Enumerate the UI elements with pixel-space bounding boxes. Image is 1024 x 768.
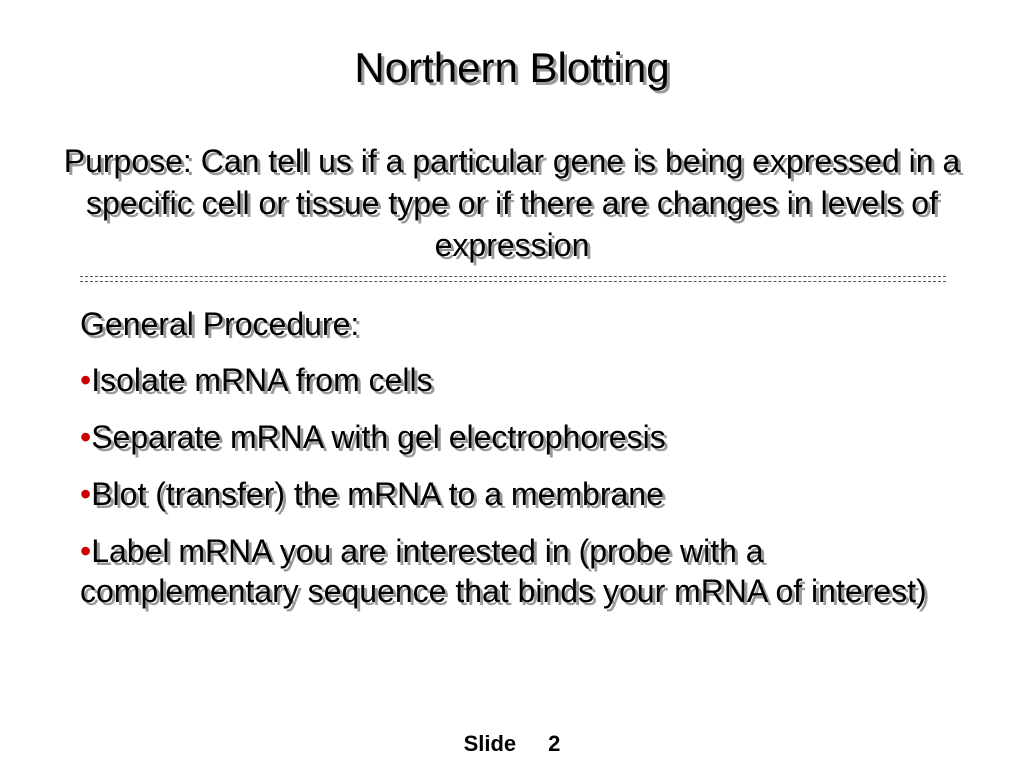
dashed-divider [80,276,946,277]
procedure-heading: General Procedure: [80,306,360,342]
bullet-icon: • [80,533,92,569]
slide-title: Northern Blotting [354,44,670,91]
bullet-icon: • [80,476,92,512]
procedure-step-text: Blot (transfer) the mRNA to a membrane [91,476,664,512]
procedure-step-text: Separate mRNA with gel electrophoresis [91,419,666,455]
procedure-step [80,474,960,514]
bullet-icon: • [80,419,92,455]
procedure-step [80,417,960,457]
dashed-divider-secondary [80,281,946,282]
procedure-section [80,304,960,628]
procedure-step [80,531,960,611]
procedure-step-text: Label mRNA you are interested in (probe with a complementary sequence that binds your mRNA of interest) [80,533,927,609]
slide-number: 2 [548,731,561,756]
purpose-text: Purpose: Can tell us if a particular gene is being expressed in a specific cell or tissue type or if there are changes in levels of expression [63,143,961,263]
footer-label: Slide [463,731,517,756]
bullet-icon: • [80,362,92,398]
procedure-step [80,360,960,400]
slide-footer [0,730,1024,758]
procedure-step-text: Isolate mRNA from cells [91,362,433,398]
